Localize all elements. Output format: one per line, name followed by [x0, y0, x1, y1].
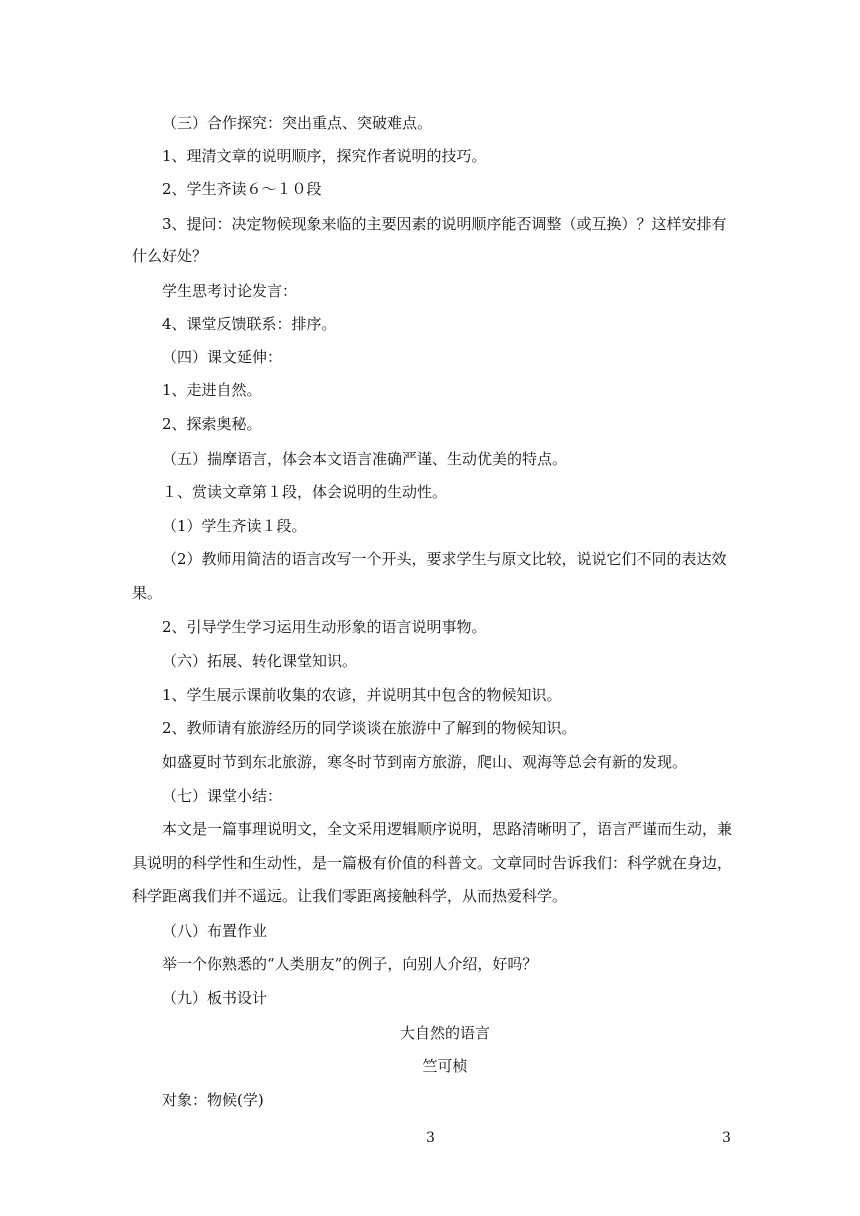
- paragraph-line: 对象：物候(学): [162, 1091, 264, 1109]
- board-title: 大自然的语言: [399, 1024, 490, 1042]
- section-heading: （三）合作探究：突出重点、突破难点。: [162, 114, 433, 132]
- paragraph-line: （2）教师用简洁的语言改写一个开头，要求学生与原文比较，说说它们不同的表达效: [162, 550, 727, 568]
- section-heading: （五）揣摩语言，体会本文语言准确严谨、生动优美的特点。: [162, 450, 568, 468]
- paragraph-line: 2、学生齐读６～１０段: [162, 180, 322, 198]
- paragraph-line: １、赏读文章第１段，体会说明的生动性。: [162, 483, 448, 501]
- paragraph-line: 如盛夏时节到东北旅游，寒冬时节到南方旅游，爬山、观海等总会有新的发现。: [162, 753, 688, 771]
- paragraph-line: 3、提问：决定物候现象来临的主要因素的说明顺序能否调整（或互换）？这样安排有: [162, 215, 727, 233]
- paragraph-line: 具说明的科学性和生动性，是一篇极有价值的科普文。文章同时告诉我们：科学就在身边，: [132, 854, 733, 872]
- section-heading: （四）课文延伸：: [162, 348, 283, 366]
- paragraph-line: 2、引导学生学习运用生动形象的语言说明事物。: [162, 618, 487, 636]
- paragraph-line: 1、走进自然。: [162, 381, 262, 399]
- page-number-right: 3: [722, 1130, 731, 1146]
- paragraph-line: 学生思考讨论发言：: [162, 282, 298, 300]
- paragraph-line: 果。: [132, 584, 163, 602]
- paragraph-line: 4、课堂反馈联系：排序。: [162, 315, 337, 333]
- section-heading: （七）课堂小结：: [162, 787, 283, 805]
- paragraph-line: 2、探索奥秘。: [162, 415, 262, 433]
- board-author: 竺可桢: [422, 1057, 468, 1075]
- paragraph-line: 1、理清文章的说明顺序，探究作者说明的技巧。: [162, 147, 487, 165]
- paragraph-line: 举一个你熟悉的“人类朋友”的例子，向别人介绍，好吗？: [162, 955, 538, 973]
- paragraph-line: 本文是一篇事理说明文，全文采用逻辑顺序说明，思路清晰明了，语言严谨而生动，兼: [162, 820, 733, 838]
- paragraph-line: 科学距离我们并不遥远。让我们零距离接触科学，从而热爱科学。: [132, 887, 568, 905]
- paragraph-line: 2、教师请有旅游经历的同学谈谈在旅游中了解到的物候知识。: [162, 719, 577, 737]
- section-heading: （八）布置作业: [162, 922, 268, 940]
- section-heading: （九）板书设计: [162, 989, 268, 1007]
- page-number-center: 3: [426, 1130, 435, 1146]
- section-heading: （六）拓展、转化课堂知识。: [162, 652, 358, 670]
- paragraph-line: 什么好处？: [132, 247, 208, 265]
- paragraph-line: 1、学生展示课前收集的农谚，并说明其中包含的物候知识。: [162, 686, 562, 704]
- paragraph-line: （1）学生齐读１段。: [162, 517, 307, 535]
